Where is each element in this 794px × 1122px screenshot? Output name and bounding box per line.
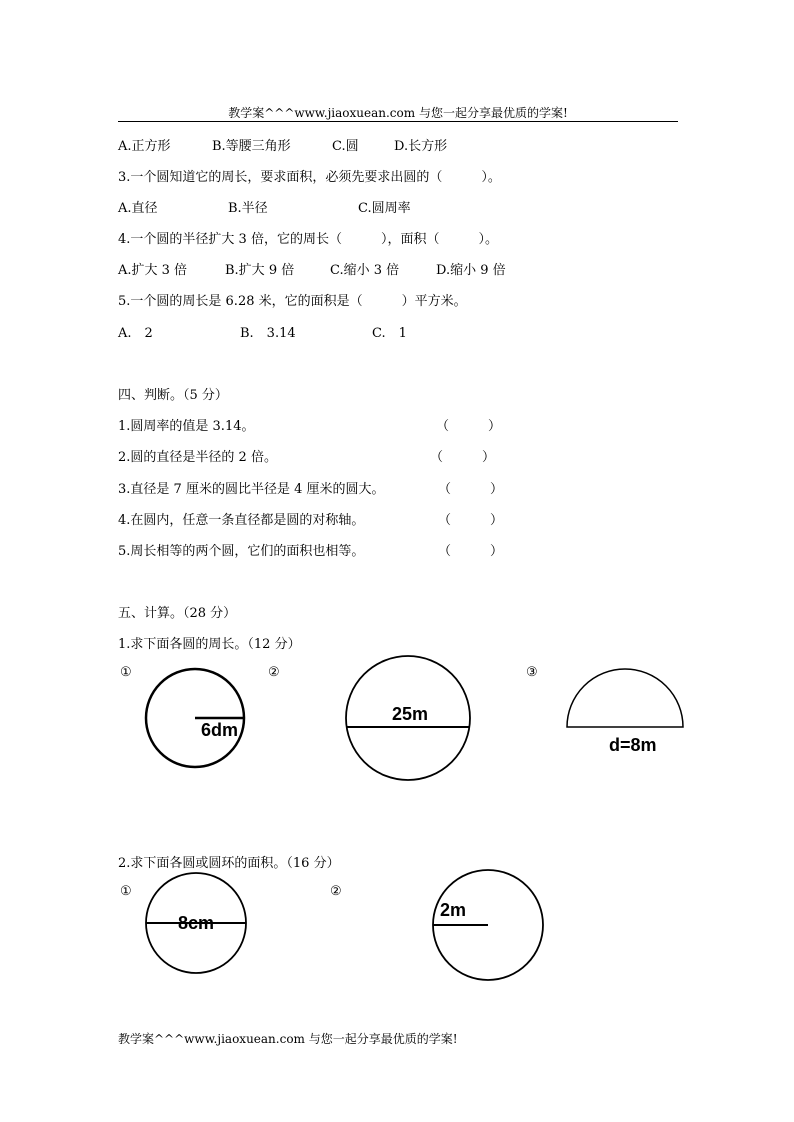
choice-q5-b: B. 3.14 <box>240 326 296 341</box>
choice-q2-d: D.长方形 <box>394 139 448 154</box>
choice-q5-c: C. 1 <box>372 326 407 341</box>
figure-marker-2: ② <box>268 665 280 680</box>
calc-question-2: 2.求下面各圆或圆环的面积。（16 分） <box>118 856 340 871</box>
choice-q4-c: C.缩小 3 倍 <box>330 263 400 278</box>
section-4-title: 四、判断。（5 分） <box>118 388 228 403</box>
figure-marker-3: ③ <box>526 665 538 680</box>
choice-q2-a: A.正方形 <box>118 139 171 154</box>
choice-q2-b: B.等腰三角形 <box>212 139 291 154</box>
judge-blank-4: （ ） <box>438 513 504 528</box>
figure-label-3: d=8m <box>609 735 657 755</box>
choice-q4-a: A.扩大 3 倍 <box>118 263 188 278</box>
question-3: 3.一个圆知道它的周长，要求面积，必须先要求出圆的（ ）。 <box>118 170 501 185</box>
choice-q4-d: D.缩小 9 倍 <box>436 263 506 278</box>
figure-label-5: 2m <box>440 900 467 920</box>
judge-item-2: 2.圆的直径是半径的 2 倍。 <box>118 450 277 465</box>
choice-q3-a: A.直径 <box>118 201 158 216</box>
judge-item-1: 1.圆周率的值是 3.14。 <box>118 419 255 434</box>
choice-q2-c: C.圆 <box>332 139 359 154</box>
figure-label-2: 25m <box>392 704 429 724</box>
figure-label-4: 8cm <box>178 913 215 933</box>
judge-blank-5: （ ） <box>438 544 504 559</box>
section-5-title: 五、计算。（28 分） <box>118 606 237 621</box>
choice-q3-c: C.圆周率 <box>358 201 411 216</box>
figure-label-1: 6dm <box>201 720 239 740</box>
page-header: 教学案^^^www.jiaoxuean.com 与您一起分享最优质的学案! <box>228 106 568 120</box>
judge-blank-2: （ ） <box>430 450 496 465</box>
calc-question-1: 1.求下面各圆的周长。（12 分） <box>118 637 301 652</box>
judge-item-3: 3.直径是 7 厘米的圆比半径是 4 厘米的圆大。 <box>118 482 385 497</box>
choice-q3-b: B.半径 <box>228 201 268 216</box>
choice-q5-a: A. 2 <box>118 326 153 341</box>
question-5: 5.一个圆的周长是 6.28 米，它的面积是（ ）平方米。 <box>118 294 467 309</box>
question-4: 4.一个圆的半径扩大 3 倍，它的周长（ ），面积（ ）。 <box>118 232 498 247</box>
figure-marker-4: ① <box>120 884 132 899</box>
judge-blank-3: （ ） <box>438 482 504 497</box>
judge-item-5: 5.周长相等的两个圆，它们的面积也相等。 <box>118 544 365 559</box>
figure-marker-1: ① <box>120 665 132 680</box>
judge-blank-1: （ ） <box>436 419 502 434</box>
semicircle-figure-3 <box>567 669 683 727</box>
judge-item-4: 4.在圆内，任意一条直径都是圆的对称轴。 <box>118 513 365 528</box>
page-footer: 教学案^^^www.jiaoxuean.com 与您一起分享最优质的学案! <box>118 1032 458 1046</box>
choice-q4-b: B.扩大 9 倍 <box>225 263 295 278</box>
figure-marker-5: ② <box>330 884 342 899</box>
